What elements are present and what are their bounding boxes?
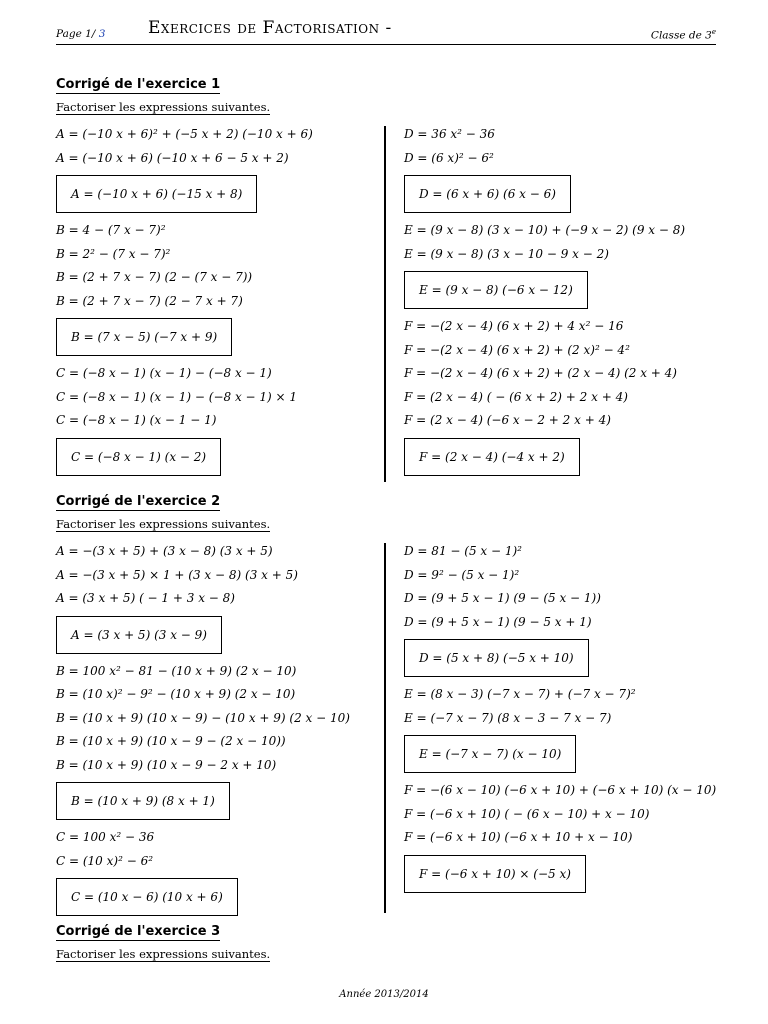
result-text: C = (−8 x − 1) (x − 2) <box>56 438 221 476</box>
equation-text: B = 100 x² − 81 − (10 x + 9) (2 x − 10) <box>56 663 297 678</box>
section-title-ex2: Corrigé de l'exercice 2 <box>56 494 221 509</box>
instruction-ex2: Factoriser les expressions suivantes. <box>56 517 271 531</box>
result-text: C = (10 x − 6) (10 x + 6) <box>56 878 238 916</box>
result-text: A = (−10 x + 6) (−15 x + 8) <box>56 175 257 213</box>
result-text: E = (9 x − 8) (−6 x − 12) <box>404 271 588 309</box>
ex2-right-column <box>404 540 724 899</box>
page-footer: Année 2013/2014 <box>339 989 429 1000</box>
equation-line <box>404 564 724 588</box>
page-total-link[interactable]: 3 <box>98 28 106 40</box>
equation-text: A = −(3 x + 5) + (3 x − 8) (3 x + 5) <box>56 544 273 558</box>
equation-text: B = (10 x)² − 9² − (10 x + 9) (2 x − 10) <box>56 687 296 701</box>
equation-line <box>56 409 376 433</box>
boxed-result <box>56 611 376 660</box>
class-label: Classe de 3e <box>650 28 716 42</box>
equation-text: B = 4 − (7 x − 7)² <box>56 223 166 237</box>
equation-line <box>56 266 376 290</box>
column-divider <box>384 126 386 482</box>
equation-line <box>56 683 376 707</box>
page-title: Exercices de Factorisation - <box>148 18 392 38</box>
equation-text: B = (10 x + 9) (10 x − 9 − (2 x − 10)) <box>56 734 286 748</box>
result-text: D = (6 x + 6) (6 x − 6) <box>404 175 571 213</box>
result-text: D = (5 x + 8) (−5 x + 10) <box>404 639 589 677</box>
equation-line <box>56 850 376 874</box>
equation-line <box>56 587 376 611</box>
equation-line <box>56 826 376 850</box>
equation-line <box>404 683 724 707</box>
equation-line <box>404 339 724 363</box>
equation-line <box>56 147 376 171</box>
equation-text: F = −(2 x − 4) (6 x + 2) + (2 x)² − 4² <box>404 342 630 357</box>
equation-line <box>404 707 724 731</box>
equation-text: C = (−8 x − 1) (x − 1) − (−8 x − 1) × 1 <box>56 389 298 404</box>
result-text: B = (10 x + 9) (8 x + 1) <box>56 782 230 820</box>
equation-text: F = (−6 x + 10) ( − (6 x − 10) + x − 10) <box>404 806 650 821</box>
equation-text: B = (10 x + 9) (10 x − 9 − 2 x + 10) <box>56 757 277 772</box>
equation-text: B = (10 x + 9) (10 x − 9) − (10 x + 9) (2 x − 10) <box>56 710 350 725</box>
result-text: B = (7 x − 5) (−7 x + 9) <box>56 318 232 356</box>
boxed-result <box>404 266 724 315</box>
equation-text: A = −(3 x + 5) × 1 + (3 x − 8) (3 x + 5) <box>56 567 298 582</box>
equation-text: C = 100 x² − 36 <box>56 830 155 844</box>
equation-text: A = (3 x + 5) ( − 1 + 3 x − 8) <box>56 591 235 605</box>
equation-text: D = 81 − (5 x − 1)² <box>404 544 522 558</box>
equation-text: B = (2 + 7 x − 7) (2 − 7 x + 7) <box>56 293 243 308</box>
equation-text: A = (−10 x + 6) (−10 x + 6 − 5 x + 2) <box>56 150 289 165</box>
equation-text: D = 36 x² − 36 <box>404 127 495 141</box>
equation-line <box>56 730 376 754</box>
boxed-result <box>56 433 376 482</box>
page-number: Page 1/ 3 <box>56 28 106 40</box>
equation-line <box>404 362 724 386</box>
boxed-result <box>56 313 376 362</box>
equation-text: E = (9 x − 8) (3 x − 10) + (−9 x − 2) (9 x − 8) <box>404 223 686 237</box>
equation-text: B = 2² − (7 x − 7)² <box>56 246 171 261</box>
equation-line <box>404 540 724 564</box>
equation-line <box>56 243 376 267</box>
equation-line <box>404 409 724 433</box>
ex1-left-column <box>56 123 376 482</box>
equation-text: E = (8 x − 3) (−7 x − 7) + (−7 x − 7)² <box>404 687 636 701</box>
column-divider <box>384 543 386 913</box>
equation-text: E = (9 x − 8) (3 x − 10 − 9 x − 2) <box>404 246 609 261</box>
instruction-ex1: Factoriser les expressions suivantes. <box>56 100 271 114</box>
boxed-result <box>56 873 376 922</box>
equation-line <box>404 386 724 410</box>
boxed-result <box>404 730 724 779</box>
equation-line <box>404 219 724 243</box>
equation-line <box>56 123 376 147</box>
equation-line <box>56 386 376 410</box>
equation-text: C = (10 x)² − 6² <box>56 853 154 868</box>
boxed-result <box>404 634 724 683</box>
boxed-result <box>404 850 724 899</box>
equation-line <box>404 243 724 267</box>
equation-line <box>404 123 724 147</box>
equation-line <box>56 219 376 243</box>
equation-text: F = −(2 x − 4) (6 x + 2) + (2 x − 4) (2 x + 4) <box>404 366 677 380</box>
result-text: E = (−7 x − 7) (x − 10) <box>404 735 576 773</box>
equation-text: F = (2 x − 4) (−6 x − 2 + 2 x + 4) <box>404 413 611 427</box>
equation-text: F = (2 x − 4) ( − (6 x + 2) + 2 x + 4) <box>404 389 628 404</box>
boxed-result <box>404 170 724 219</box>
equation-line <box>56 754 376 778</box>
boxed-result <box>404 433 724 482</box>
equation-line <box>404 611 724 635</box>
equation-text: C = (−8 x − 1) (x − 1) − (−8 x − 1) <box>56 366 272 380</box>
equation-line <box>56 290 376 314</box>
equation-text: D = (6 x)² − 6² <box>404 150 494 165</box>
equation-text: C = (−8 x − 1) (x − 1 − 1) <box>56 413 217 427</box>
equation-line <box>56 660 376 684</box>
equation-text: D = 9² − (5 x − 1)² <box>404 567 520 582</box>
result-text: F = (2 x − 4) (−4 x + 2) <box>404 438 580 476</box>
boxed-result <box>56 777 376 826</box>
equation-text: D = (9 + 5 x − 1) (9 − (5 x − 1)) <box>404 591 601 605</box>
equation-line <box>404 147 724 171</box>
equation-text: D = (9 + 5 x − 1) (9 − 5 x + 1) <box>404 614 592 629</box>
equation-text: F = −(2 x − 4) (6 x + 2) + 4 x² − 16 <box>404 319 624 333</box>
equation-line <box>404 587 724 611</box>
equation-line <box>404 826 724 850</box>
page-header <box>56 18 716 45</box>
equation-line <box>56 707 376 731</box>
equation-line <box>56 362 376 386</box>
equation-line <box>404 779 724 803</box>
result-text: F = (−6 x + 10) × (−5 x) <box>404 855 586 893</box>
equation-line <box>404 315 724 339</box>
section-title-ex1: Corrigé de l'exercice 1 <box>56 77 221 92</box>
equation-text: F = −(6 x − 10) (−6 x + 10) + (−6 x + 10) (x − 10) <box>404 783 717 797</box>
section-title-ex3: Corrigé de l'exercice 3 <box>56 924 221 939</box>
equation-text: F = (−6 x + 10) (−6 x + 10 + x − 10) <box>404 830 633 844</box>
equation-text: E = (−7 x − 7) (8 x − 3 − 7 x − 7) <box>404 710 612 725</box>
equation-line <box>404 803 724 827</box>
equation-text: A = (−10 x + 6)² + (−5 x + 2) (−10 x + 6) <box>56 127 313 141</box>
equation-text: B = (2 + 7 x − 7) (2 − (7 x − 7)) <box>56 270 253 284</box>
ex2-left-column <box>56 540 376 922</box>
equation-line <box>56 564 376 588</box>
equation-line <box>56 540 376 564</box>
result-text: A = (3 x + 5) (3 x − 9) <box>56 616 222 654</box>
ex1-right-column <box>404 123 724 482</box>
instruction-ex3: Factoriser les expressions suivantes. <box>56 947 271 961</box>
boxed-result <box>56 170 376 219</box>
